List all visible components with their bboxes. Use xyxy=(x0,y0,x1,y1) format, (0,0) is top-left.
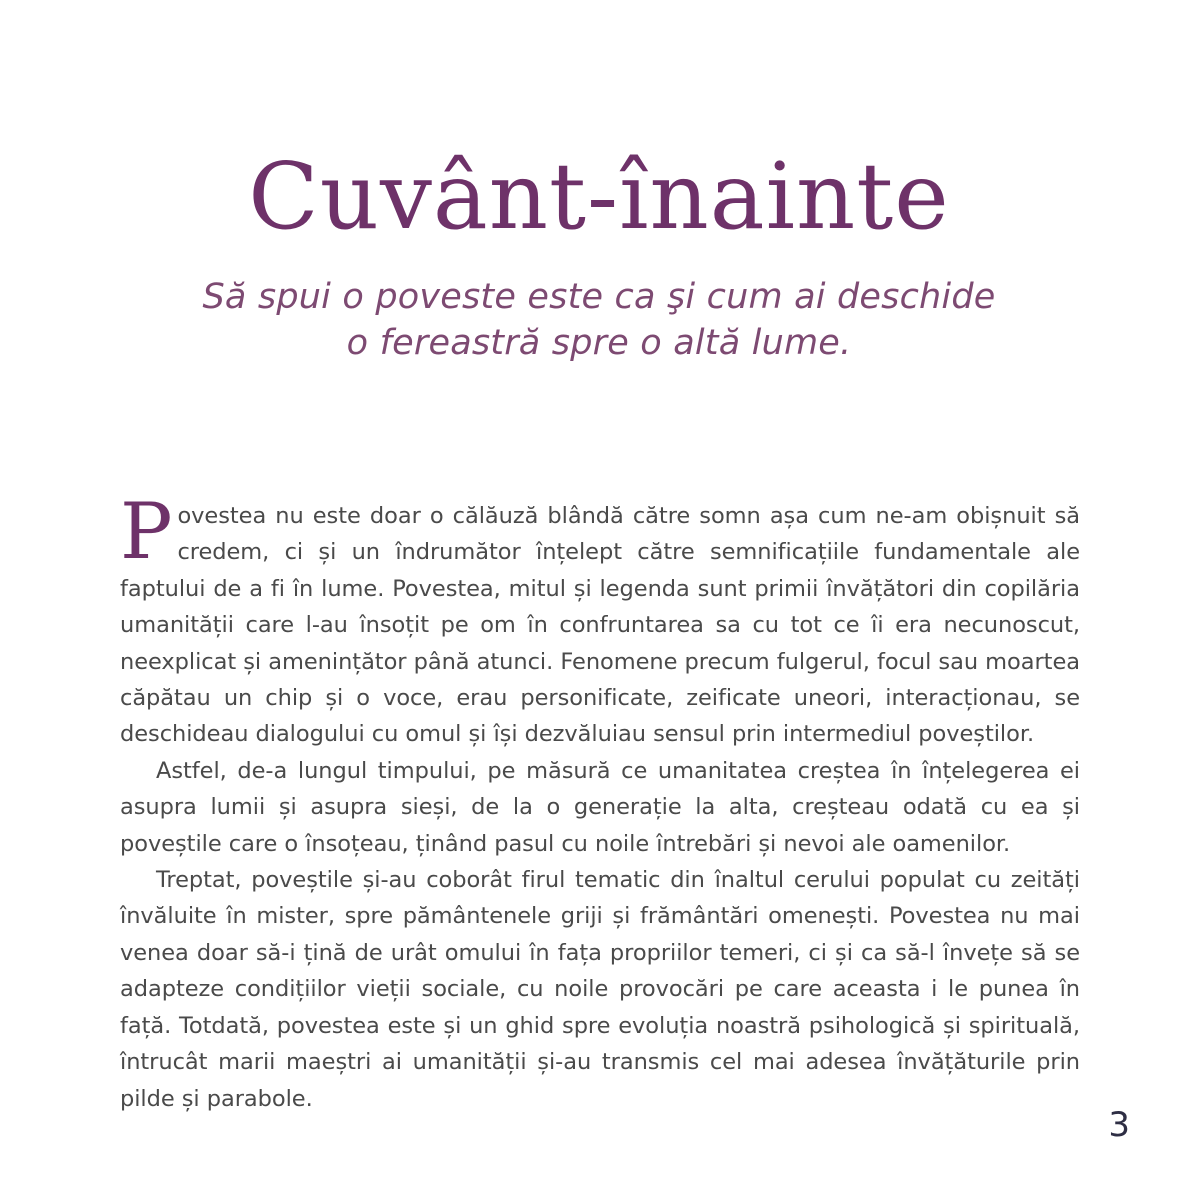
subtitle-line-1: Să spui o poveste este ca şi cum ai deschide xyxy=(202,276,996,317)
subtitle-line-2: o fereastră spre o altă lume. xyxy=(346,323,852,364)
title-block xyxy=(0,143,1198,366)
page-title: Cuvânt-înainte xyxy=(248,143,950,250)
subtitle xyxy=(0,244,1198,366)
paragraph: Povestea nu este doar o călăuză blândă către somn așa cum ne-am obișnuit să credem, ci și un îndrumător înțelept către semnificațiile fundamentale ale faptului de a fi în lume. Povestea, mitul și legenda sunt primii învățători din copilăria umanității care l-au însoțit pe om în confruntarea sa cu tot ce îi era necunoscut, neexplicat și amenințător până atunci. Fenomene precum fulgerul, focul sau moartea căpătau un chip și o voce, erau personificate, zeificate uneori, interacționau, se deschideau dialogului cu omul și își dezvăluiau sensul prin intermediul poveștilor. xyxy=(120,487,1080,748)
body-text xyxy=(120,487,1080,1117)
page-number: 3 xyxy=(1108,1105,1130,1145)
paragraph: Treptat, poveștile și-au coborât firul tematic din înaltul cerului populat cu zeități învăluite în mister, spre pământenele griji și frământări omenești. Povestea nu mai venea doar să-i țină de urât omului în fața propriilor temeri, ci și ca să-l învețe să se adapteze condițiilor vieții sociale, cu noile provocări pe care aceasta i le punea în față. Totdată, povestea este și un ghid spre evoluția noastră psihologică și spirituală, întrucât marii maeștri ai umanității și-au transmis cel mai adesea învățăturile prin pilde și parabole. xyxy=(120,867,1080,1112)
paragraph: Astfel, de-a lungul timpului, pe măsură ce umanitatea creștea în înțelegerea ei asupra lumii și asupra sieși, de la o generație la alta, creșteau odată cu ea și poveștile care o însoțeau, ținând pasul cu noile întrebări și nevoi ale oamenilor. xyxy=(120,757,1080,857)
